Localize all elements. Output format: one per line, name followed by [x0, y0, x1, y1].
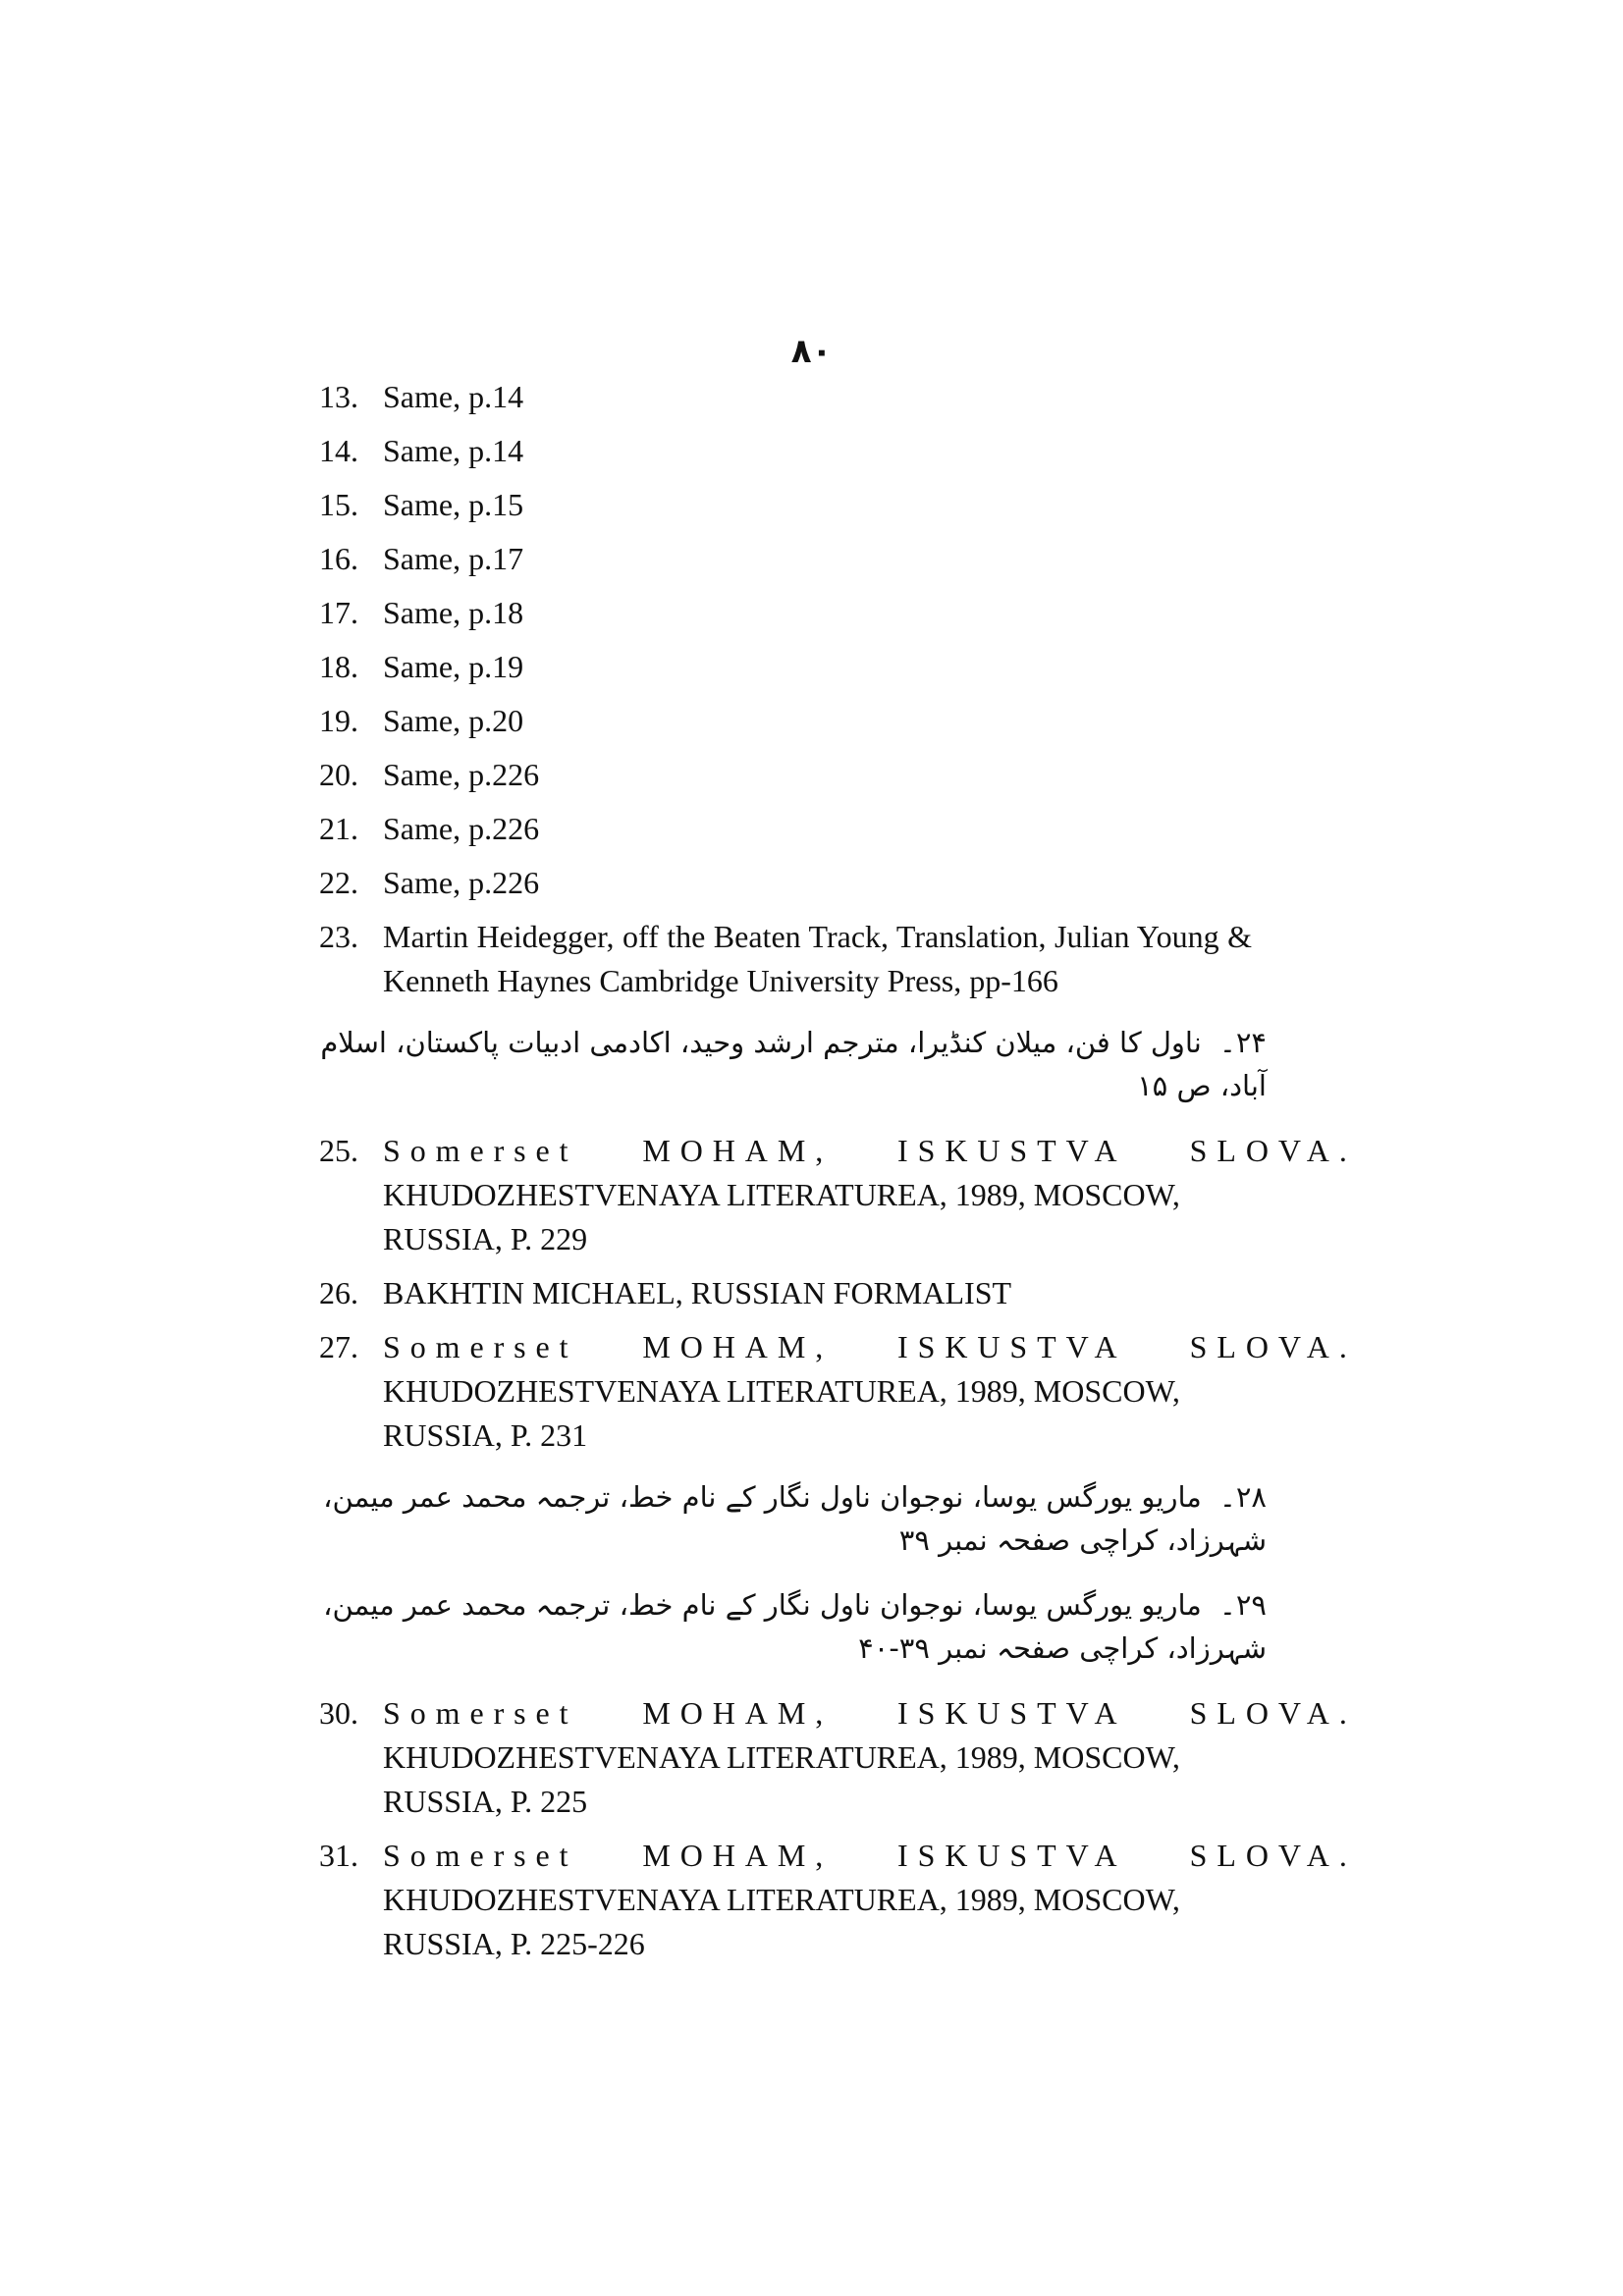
endnote-number: 16.: [319, 541, 358, 576]
endnote-number: 22.: [319, 865, 358, 900]
endnote-number: 19.: [319, 703, 358, 738]
endnote-text: KHUDOZHESTVENAYA LITERATUREA, 1989, MOSCOW, RUSSIA, P. 225: [383, 1739, 1180, 1819]
endnote-text: KHUDOZHESTVENAYA LITERATUREA, 1989, MOSCOW, RUSSIA, P. 225-226: [383, 1882, 1180, 1961]
endnote-text: Same, p.226: [383, 865, 540, 900]
endnote-text: Same, p.14: [383, 379, 524, 414]
endnote-text: ماریو یورگس یوسا، نوجوان ناول نگار کے نام خط، ترجمہ محمد عمر میمن، شہرزاد، کراچی صفحہ نمبر ۳۹: [323, 1480, 1267, 1557]
endnote-text: KHUDOZHESTVENAYA LITERATUREA, 1989, MOSCOW, RUSSIA, P. 231: [383, 1373, 1180, 1453]
endnote-number: ۲۴۔: [1218, 1026, 1267, 1059]
endnote-author-title: Somerset MOHAM, ISKUSTVA SLOVA.: [383, 1838, 1357, 1873]
endnote-26: [319, 1271, 1252, 1315]
endnote-number: 20.: [319, 757, 358, 792]
endnote-20: [319, 753, 1252, 797]
endnote-number: 21.: [319, 811, 358, 846]
endnote-30: [319, 1691, 1357, 1824]
page-number: ۸۰: [790, 332, 833, 371]
endnote-text: BAKHTIN MICHAEL, RUSSIAN FORMALIST: [383, 1275, 1012, 1310]
endnote-22: [319, 861, 1252, 905]
endnote-text: Same, p.14: [383, 433, 524, 468]
endnote-number: ۲۸۔: [1218, 1480, 1267, 1514]
endnote-29-urdu: [270, 1583, 1267, 1670]
endnote-text: Same, p.15: [383, 487, 524, 522]
endnote-number: 15.: [319, 487, 358, 522]
endnote-27: [319, 1325, 1357, 1458]
endnote-17: [319, 591, 1252, 635]
endnote-number: 14.: [319, 433, 358, 468]
endnote-number: 27.: [319, 1329, 358, 1364]
endnote-number: 18.: [319, 649, 358, 684]
endnote-author-title: Somerset MOHAM, ISKUSTVA SLOVA.: [383, 1133, 1357, 1168]
endnote-author-title: Somerset MOHAM, ISKUSTVA SLOVA.: [383, 1695, 1357, 1731]
endnote-text: Same, p.226: [383, 757, 540, 792]
endnote-author-title: Somerset MOHAM, ISKUSTVA SLOVA.: [383, 1329, 1357, 1364]
endnote-19: [319, 699, 1252, 743]
endnote-13: [319, 375, 1252, 419]
endnote-23: [319, 915, 1252, 1003]
endnote-number: 26.: [319, 1275, 358, 1310]
endnote-text: ماریو یورگس یوسا، نوجوان ناول نگار کے نام خط، ترجمہ محمد عمر میمن، شہرزاد، کراچی صفحہ نمبر ۳۹-۴۰: [323, 1588, 1267, 1665]
endnote-number: 31.: [319, 1838, 358, 1873]
endnote-24-urdu: [270, 1021, 1267, 1107]
endnote-text: Same, p.20: [383, 703, 524, 738]
endnote-text: Same, p.226: [383, 811, 540, 846]
endnote-number: 23.: [319, 919, 358, 954]
endnote-31: [319, 1834, 1357, 1966]
endnote-number: 13.: [319, 379, 358, 414]
endnote-18: [319, 645, 1252, 689]
endnote-15: [319, 483, 1252, 527]
endnote-21: [319, 807, 1252, 851]
endnote-text: KHUDOZHESTVENAYA LITERATUREA, 1989, MOSCOW, RUSSIA, P. 229: [383, 1177, 1180, 1256]
endnote-25: [319, 1129, 1357, 1261]
endnote-text: Same, p.18: [383, 595, 524, 630]
endnote-number: 30.: [319, 1695, 358, 1731]
endnote-text: Same, p.19: [383, 649, 524, 684]
endnote-16: [319, 537, 1252, 581]
endnote-number: ۲۹۔: [1218, 1588, 1267, 1622]
endnote-number: 17.: [319, 595, 358, 630]
endnote-text: Martin Heidegger, off the Beaten Track, Translation, Julian Young & Kenneth Haynes Cambridge University Press, pp-166: [383, 919, 1252, 998]
endnote-text: ناول کا فن، میلان کنڈیرا، مترجم ارشد وحید، اکادمی ادبیات پاکستان، اسلام آباد، ص ۱۵: [320, 1026, 1267, 1102]
endnote-number: 25.: [319, 1133, 358, 1168]
endnotes-list: [319, 375, 1357, 1976]
endnote-text: Same, p.17: [383, 541, 524, 576]
endnote-14: [319, 429, 1252, 473]
endnote-28-urdu: [270, 1475, 1267, 1562]
